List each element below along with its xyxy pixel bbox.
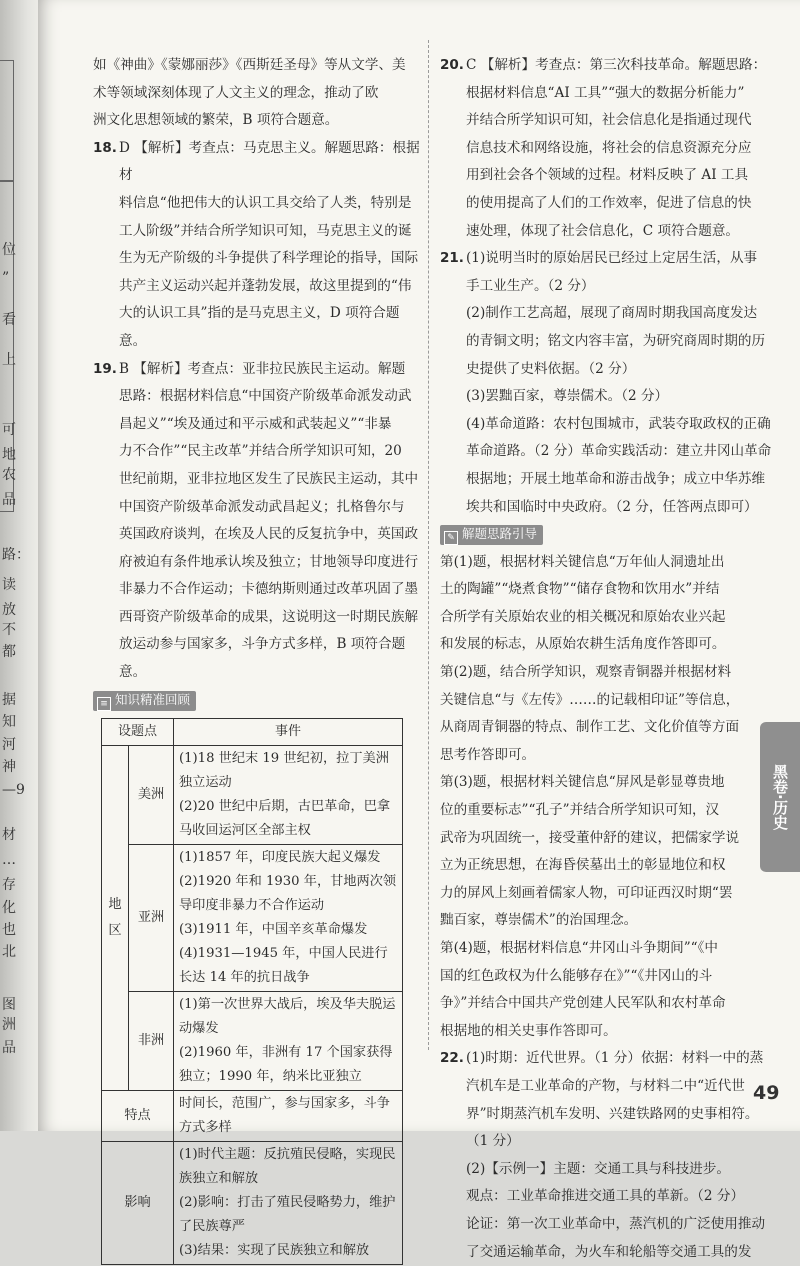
- spine-text-fragment: 路：: [2, 547, 30, 563]
- knowledge-recap-tag: ≡ 知识精准回顾: [93, 691, 196, 711]
- answer-line: 西哥资产阶级革命的成果，这说明这一时期民族解: [119, 608, 419, 625]
- table-event: (1)18 世纪末 19 世纪初，拉丁美洲独立运动: [179, 751, 389, 791]
- answer-line: 21. (1)说明当时的原始居民已经过上定居生活，从事: [466, 245, 780, 273]
- answer-line: 力不合作”“民主改革”并结合所学知识可知，20: [119, 443, 402, 460]
- question-number: 21.: [440, 250, 464, 267]
- lightbulb-icon: ✎: [444, 531, 458, 545]
- table-event: (2)20 世纪中后期，古巴革命，巴拿马收回运河区全部主权: [179, 799, 391, 839]
- answer-line: 的青铜文明；铭文内容丰富，为研究商周时期的历: [466, 332, 766, 349]
- spine-text-fragment: —9: [2, 782, 25, 798]
- guide-line: 第(2)题，结合所学知识，观察青铜器并根据材料: [440, 664, 732, 681]
- table-event: (3)结果：实现了民族独立和解放: [179, 1243, 370, 1259]
- guide-line: 土的陶罐”“烧煮食物”“储存食物和饮用水”并结: [440, 581, 720, 598]
- answer-line: 22. (1)时期：近代世界。（1 分）依据：材料一中的蒸: [466, 1045, 780, 1073]
- column-divider: [428, 40, 429, 1050]
- guide-line: 武帝为巩固统一，接受董仲舒的建议，把儒家学说: [440, 829, 740, 846]
- spine-text-fragment: 品: [2, 1040, 16, 1056]
- answer-line: 了交通运输革命，为火车和轮船等交通工具的发: [466, 1243, 752, 1260]
- answer-line: 信息技术和网络设施，将社会的信息资源充分应: [466, 139, 752, 156]
- spine-text-fragment: 可: [2, 422, 16, 438]
- answer-line: 用到社会各个领域的过程。材料反映了 AI 工具: [466, 167, 749, 184]
- question-18: [93, 135, 423, 356]
- spine-text-fragment: 河: [2, 737, 16, 753]
- answer-line: 埃共和国临时中央政府。（2 分，任答两点即可）: [466, 498, 758, 515]
- answer-line: 的使用提高了人们的工作效率，促进了信息的快: [466, 194, 752, 211]
- guide-line: 从商周青铜器的特点、制作工艺、文化价值等方面: [440, 719, 740, 736]
- table-event: (1)1857 年，印度民族大起义爆发: [179, 850, 381, 866]
- africa-label: 非洲: [129, 992, 174, 1091]
- answer-line: 史提供了史料依据。（2 分）: [466, 360, 636, 377]
- guide-line: 合所学有关原始农业的相关概况和原始农业兴起: [440, 608, 726, 625]
- spine-text-fragment: 神: [2, 759, 16, 775]
- guide-line: 争》”并结合中国共产党创建人民军队和农村革命: [440, 995, 726, 1012]
- guide-line: 位的重要标志”“孔子”并结合所学知识可知，汉: [440, 802, 720, 819]
- solution-guide-tag: ✎ 解题思路引导: [440, 525, 543, 545]
- answer-line: (4)革命道路：农村包围城市，武装夺取政权的正确: [466, 415, 771, 432]
- guide-line: 根据地的相关史事作答即可。: [440, 1022, 617, 1039]
- asia-label: 亚洲: [129, 845, 174, 992]
- spine-text-fragment: 不: [2, 622, 16, 638]
- question-21: [440, 245, 780, 521]
- features-text: 时间长，范围广，参与国家多，斗争方式多样: [174, 1091, 403, 1142]
- region-char: 区: [108, 923, 122, 939]
- page-number: 49: [753, 1082, 780, 1104]
- answer-line: 论证：第一次工业革命中，蒸汽机的广泛使用推动: [466, 1215, 766, 1232]
- guide-line: 思考作答即可。: [440, 746, 536, 763]
- guide-line: 黜百家，尊崇儒术”的治国理念。: [440, 912, 638, 929]
- answer-line: 汽机车是工业革命的产物，与材料二中“近代世: [466, 1077, 745, 1094]
- answer-line: 19. B 【解析】考查点：亚非拉民族民主运动。解题: [119, 356, 423, 384]
- answer-line: 并结合所学知识可知，社会信息化是指通过现代: [466, 112, 752, 129]
- answer-line: 大的认识工具”指的是马克思主义，D 项符合题意。: [119, 305, 400, 349]
- answer-line: 手工业生产。（2 分）: [466, 277, 595, 294]
- spine-text-fragment: 地: [2, 447, 16, 463]
- question-number: 22.: [440, 1050, 464, 1067]
- knowledge-recap-table: [101, 718, 403, 1265]
- answer-line: 洲文化思想领域的繁荣，B 项符合题意。: [93, 112, 339, 129]
- answer-line: 府被迫有条件地承认埃及独立；甘地领导印度进行: [119, 553, 419, 570]
- answer-line: 根据材料信息“AI 工具”“强大的数据分析能力”: [466, 84, 745, 101]
- spine-text-fragment: 洲: [2, 1017, 16, 1033]
- guide-line: 力的屏风上刻画着儒家人物，可印证西汉时期“罢: [440, 884, 733, 901]
- spine-text-fragment: 位: [2, 242, 16, 258]
- impact-label: 影响: [102, 1142, 174, 1265]
- answer-line: (3)罢黜百家，尊崇儒术。（2 分）: [466, 388, 669, 405]
- right-column: [440, 52, 780, 1266]
- guide-line: 第(4)题，根据材料信息“井冈山斗争期间”“《中: [440, 940, 718, 956]
- answer-line: 非暴力不合作运动；卡德纳斯则通过改革巩固了墨: [119, 581, 419, 598]
- spine-text-fragment: 图: [2, 997, 16, 1013]
- spine-text-fragment: 知: [2, 714, 16, 730]
- guide-line: 立为正统思想，在海昏侯墓出土的彰显地位和权: [440, 857, 726, 874]
- table-event: (1)第一次世界大战后，埃及华夫脱运动爆发: [179, 997, 396, 1037]
- book-icon: ≡: [97, 697, 111, 711]
- spine-text-fragment: 据: [2, 692, 16, 708]
- africa-events: [174, 992, 403, 1091]
- spine-text-fragment: 存: [2, 877, 16, 893]
- spine-text-fragment: 上: [2, 352, 16, 368]
- answer-line: 根据地；开展土地革命和游击战争；成立中华苏维: [466, 470, 766, 487]
- answer-line: 18. D 【解析】考查点：马克思主义。解题思路：根据材: [119, 135, 423, 190]
- answer-line: 共产主义运动兴起并蓬勃发展，故这里提到的“伟: [119, 277, 412, 294]
- answer-line: 世纪前期，亚非拉地区发生了民族民主运动，其中: [119, 470, 419, 487]
- spine-text-fragment: 读: [2, 577, 16, 593]
- question-20: [440, 52, 780, 245]
- spine-frame: [0, 60, 14, 182]
- guide-line: 第(1)题，根据材料关键信息“万年仙人洞遗址出: [440, 553, 725, 570]
- americas-events: [174, 746, 403, 845]
- guide-line: 和发展的标志，从原始农耕生活角度作答即可。: [440, 636, 726, 653]
- answer-line: 工人阶级”并结合所学知识可知，马克思主义的诞: [119, 222, 412, 239]
- table-event: (2)影响：打击了殖民侵略势力，维护了民族尊严: [179, 1195, 396, 1235]
- answer-line: 革命道路。（2 分）革命实践活动：建立井冈山革命: [466, 443, 772, 460]
- answer-line: 昌起义”“埃及通过和平示威和武装起义”“非暴: [119, 415, 392, 432]
- table-header-point: 设题点: [102, 719, 174, 746]
- question-number: 18.: [93, 139, 117, 156]
- answer-line: 界”时期蒸汽机车发明、兴建铁路网的史事相符。: [466, 1105, 759, 1122]
- spine-text-fragment: ”: [2, 270, 10, 286]
- region-cell: [102, 746, 129, 1091]
- table-event: (3)1911 年，中国辛亥革命爆发: [179, 922, 368, 938]
- answer-line: 思路：根据材料信息“中国资产阶级革命派发动武: [119, 388, 412, 405]
- spine-text-fragment: 北: [2, 944, 16, 960]
- answer-line: 术等领域深刻体现了人文主义的理念，推动了欧: [93, 84, 379, 101]
- table-header-event: 事件: [174, 719, 403, 746]
- subject-side-tab: 黑卷·历史: [760, 722, 800, 872]
- question-22: [440, 1045, 780, 1266]
- continued-answer: [93, 52, 423, 135]
- spine-text-fragment: 都: [2, 644, 16, 660]
- table-event: (4)1931—1945 年，中国人民进行长达 14 年的抗日战争: [179, 946, 388, 986]
- answer-line: 料信息“他把伟大的认识工具交给了人类，特别是: [119, 194, 412, 211]
- answer-line: 放运动参与国家多，斗争方式多样，B 项符合题意。: [119, 636, 406, 681]
- guide-line: 国的红色政权为什么能够存在》”“《井冈山的斗: [440, 967, 713, 984]
- answer-line: (2)制作工艺高超，展现了商周时期我国高度发达: [466, 305, 758, 322]
- question-19: [93, 356, 423, 687]
- spine-text-fragment: 品: [2, 492, 16, 508]
- table-event: (2)1920 年和 1930 年，甘地两次领导印度非暴力不合作运动: [179, 874, 397, 914]
- table-event: (1)时代主题：反抗殖民侵略，实现民族独立和解放: [179, 1147, 396, 1187]
- guide-line: 关键信息“与《左传》……的记载相印证”等信息，: [440, 691, 740, 708]
- spine-text-fragment: 看: [2, 312, 16, 328]
- spine-text-fragment: …: [2, 852, 16, 868]
- spine-text-fragment: 放: [2, 602, 16, 618]
- page: [38, 0, 800, 1260]
- answer-line: 生为无产阶级的斗争提供了科学理论的指导，国际: [119, 250, 419, 267]
- answer-line: 观点：工业革命推进交通工具的革新。（2 分）: [466, 1188, 745, 1205]
- features-label: 特点: [102, 1091, 174, 1142]
- answer-line: 英国政府谈判，在埃及人民的反复抗争中，英国政: [119, 526, 419, 543]
- spine-text-fragment: 农: [2, 467, 16, 483]
- guide-line: 第(3)题，根据材料关键信息“屏风是彰显尊贵地: [440, 774, 725, 791]
- question-number: 19.: [93, 360, 117, 377]
- asia-events: [174, 845, 403, 992]
- answer-line: 速处理，体现了社会信息化，C 项符合题意。: [466, 222, 740, 239]
- answer-line: (2)【示例一】主题：交通工具与科技进步。: [466, 1160, 730, 1177]
- answer-line: （1 分）: [466, 1133, 520, 1150]
- solution-guide: [440, 549, 780, 1046]
- americas-label: 美洲: [129, 746, 174, 845]
- region-char: 地: [108, 897, 122, 913]
- left-column: [93, 52, 423, 1265]
- answer-line: 中国资产阶级革命派发动武昌起义；扎格鲁尔与: [119, 498, 405, 515]
- question-number: 20.: [440, 57, 464, 73]
- table-event: (2)1960 年，非洲有 17 个国家获得独立；1990 年，纳米比亚独立: [179, 1045, 393, 1085]
- answer-line: 如《神曲》《蒙娜丽莎》《西斯廷圣母》等从文学、美: [93, 57, 406, 73]
- answer-line: 20. C 【解析】考查点：第三次科技革命。解题思路：: [466, 52, 780, 80]
- impact-events: [174, 1142, 403, 1265]
- spine-text-fragment: 材: [2, 827, 16, 843]
- region-label: [107, 892, 123, 944]
- spine-text-fragment: 也: [2, 922, 16, 938]
- spine-text-fragment: 化: [2, 900, 16, 916]
